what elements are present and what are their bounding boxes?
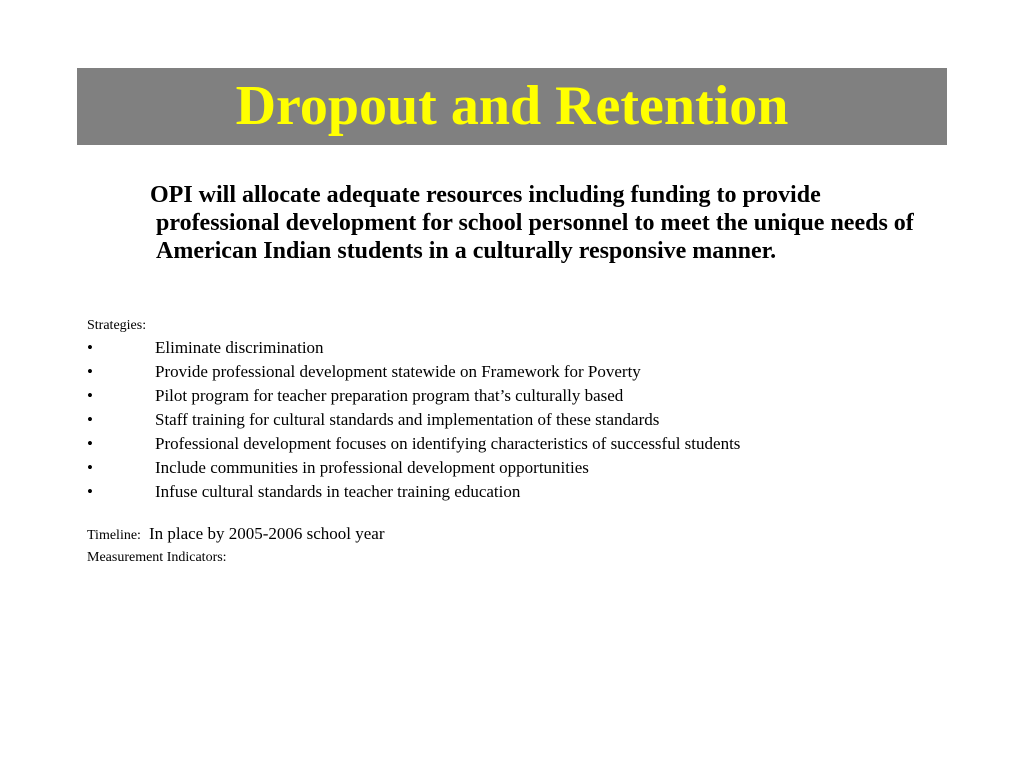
strategy-text: Infuse cultural standards in teacher training education — [155, 482, 521, 501]
strategies-label: Strategies: — [87, 318, 147, 333]
strategy-text: Pilot program for teacher preparation program that’s culturally based — [155, 386, 624, 405]
goal-statement: OPI will allocate adequate resources including funding to provide professional development for school personnel to meet the unique needs of American Indian students in a culturally responsive manner. — [150, 182, 914, 264]
bullet-icon: • — [87, 362, 93, 381]
strategy-text: Eliminate discrimination — [155, 338, 324, 357]
bullet-icon: • — [87, 410, 93, 429]
timeline-value: In place by 2005-2006 school year — [148, 524, 385, 543]
strategy-text: Provide professional development statewide on Framework for Poverty — [155, 362, 641, 381]
strategy-item — [87, 360, 740, 384]
strategy-item — [87, 336, 740, 360]
bullet-icon: • — [87, 338, 93, 357]
strategy-item — [87, 384, 740, 408]
timeline-label: Timeline: — [87, 528, 141, 543]
bullet-icon: • — [87, 482, 93, 501]
strategy-text: Include communities in professional development opportunities — [155, 458, 589, 477]
strategy-text: Professional development focuses on identifying characteristics of successful students — [155, 434, 741, 453]
bullet-icon: • — [87, 434, 93, 453]
strategy-item — [87, 408, 740, 432]
bullet-icon: • — [87, 458, 93, 477]
timeline-row — [87, 524, 385, 544]
strategy-text: Staff training for cultural standards and implementation of these standards — [155, 410, 660, 429]
title-bar — [77, 68, 947, 145]
measurement-indicators-label: Measurement Indicators: — [87, 550, 227, 565]
strategy-list — [87, 336, 740, 504]
strategy-item — [87, 432, 740, 456]
bullet-icon: • — [87, 386, 93, 405]
slide-title: Dropout and Retention — [235, 74, 789, 137]
strategy-item — [87, 480, 740, 504]
strategy-item — [87, 456, 740, 480]
